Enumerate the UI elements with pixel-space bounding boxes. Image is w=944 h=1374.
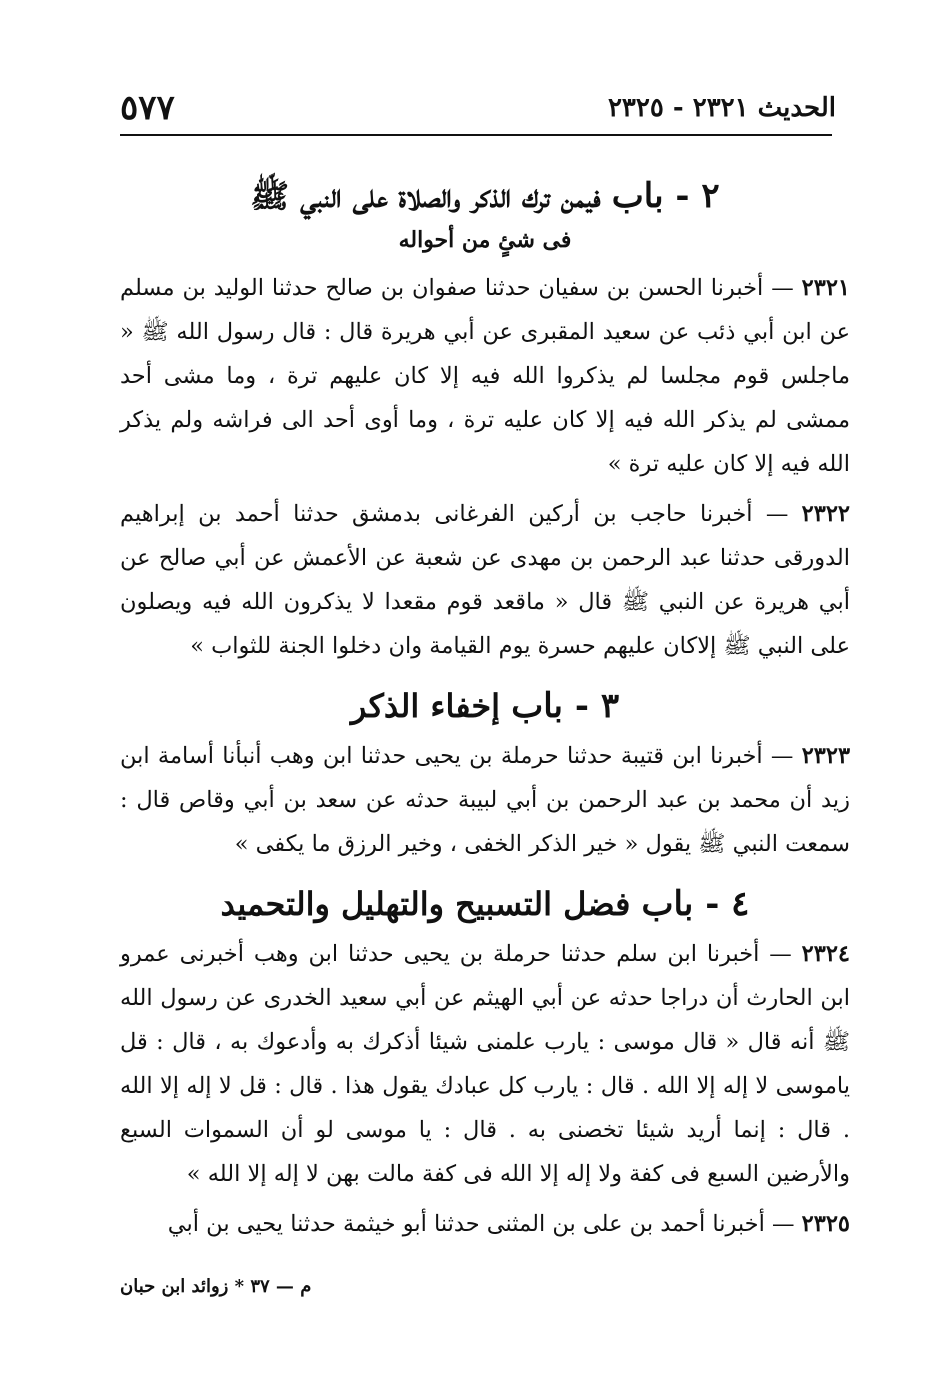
hadith-text: أخبرنا ابن قتيبة حدثنا حرملة بن يحيى حدثنا ابن وهب أنبأنا أسامة ابن زيد أن محمد بن عبد الرحمن بن أبي لبيبة حدثه عن سعد بن أبي وقاص قال : سمعت النبي ﷺ يقول « خير الذكر الخفى ، وخير الرزق ما يكفى » bbox=[120, 743, 850, 857]
hadith-paragraph bbox=[120, 1202, 850, 1246]
page-number: ٥٧٧ bbox=[120, 88, 175, 128]
signature-mark: م — ٣٧ * زوائد ابن حبان bbox=[120, 1276, 312, 1297]
signature-footer bbox=[120, 1276, 850, 1297]
chapter-title: إخفاء الذكر bbox=[350, 687, 501, 725]
hadith-paragraph bbox=[120, 932, 850, 1196]
chapter-title: فضل التسبيح والتهليل والتحميد bbox=[220, 885, 631, 923]
chapter-heading bbox=[120, 876, 850, 932]
running-head bbox=[120, 84, 836, 132]
chapter-prefix: ٢ - باب bbox=[611, 176, 720, 216]
chapter-subtitle: فى شئٍ من أحواله bbox=[398, 227, 572, 253]
hadith-number: ٢٣٢١ bbox=[801, 275, 851, 301]
page-body bbox=[120, 168, 850, 1252]
hadith-paragraph bbox=[120, 734, 850, 866]
chapter-title: فيمن ترك الذكر والصلاة على النبي ﷺ bbox=[250, 177, 601, 215]
hadith-number: ٢٣٢٣ bbox=[801, 743, 851, 769]
hadith-number: ٢٣٢٥ bbox=[801, 1211, 850, 1237]
hadith-paragraph bbox=[120, 266, 850, 486]
hadith-dash: — bbox=[759, 941, 792, 967]
hadith-dash: — bbox=[763, 275, 794, 301]
chapter-heading bbox=[120, 168, 850, 224]
chapter-heading bbox=[120, 678, 850, 734]
hadith-text: أخبرنا أحمد بن على بن المثنى حدثنا أبو خيثمة حدثنا يحيى بن أبي bbox=[167, 1211, 765, 1237]
hadith-text: أخبرنا الحسن بن سفيان حدثنا صفوان بن صالح حدثنا الوليد بن مسلم عن ابن أبي ذئب عن سعيد المقبرى عن أبي هريرة قال : قال رسول الله ﷺ « ماجلس قوم مجلسا لم يذكروا الله فيه إلا كان عليهم ترة ، وما مشى أحد ممشى لم يذكر الله فيه إلا كان عليه ترة ، وما أوى أحد الى فراشه ولم يذكر الله فيه إلا كان عليه ترة » bbox=[120, 275, 850, 477]
hadith-paragraph bbox=[120, 492, 850, 668]
hadith-text: أخبرنا ابن سلم حدثنا حرملة بن يحيى حدثنا ابن وهب أخبرنى عمرو ابن الحارث أن دراجا حدثه عن أبي الهيثم عن أبي سعيد الخدرى عن رسول الله ﷺ أنه قال « قال موسى : يارب علمنى شيئا أذكرك به وأدعوك به ، قال : قل ياموسى لا إله إلا الله . قال : يارب كل عبادك يقول هذا . قال : قل لا إله إلا الله . قال : إنما أريد شيئا تخصنى به . قال : يا موسى لو أن السموات السبع والأرضين السبع فى كفة ولا إله إلا الله فى كفة مالت بهن لا إله إلا الله » bbox=[120, 941, 850, 1187]
header-rule bbox=[120, 134, 832, 136]
hadith-dash: — bbox=[762, 743, 794, 769]
hadith-dash: — bbox=[752, 501, 789, 527]
running-head-title: الحديث ٢٣٢١ - ٢٣٢٥ bbox=[607, 93, 836, 123]
hadith-number: ٢٣٢٤ bbox=[801, 941, 850, 967]
hadith-number: ٢٣٢٢ bbox=[801, 501, 851, 527]
hadith-dash: — bbox=[764, 1211, 795, 1237]
chapter-prefix: ٤ - باب bbox=[641, 884, 750, 924]
chapter-prefix: ٣ - باب bbox=[511, 686, 620, 726]
hadith-text: أخبرنا حاجب بن أركين الفرغانى بدمشق حدثنا أحمد بن إبراهيم الدورقى حدثنا عبد الرحمن بن مهدى عن شعبة عن الأعمش عن أبي صالح عن أبي هريرة عن النبي ﷺ قال « ماقعد قوم مقعدا لا يذكرون الله فيه ويصلون على النبي ﷺ إلاكان عليهم حسرة يوم القيامة وان دخلوا الجنة للثواب » bbox=[120, 501, 850, 659]
